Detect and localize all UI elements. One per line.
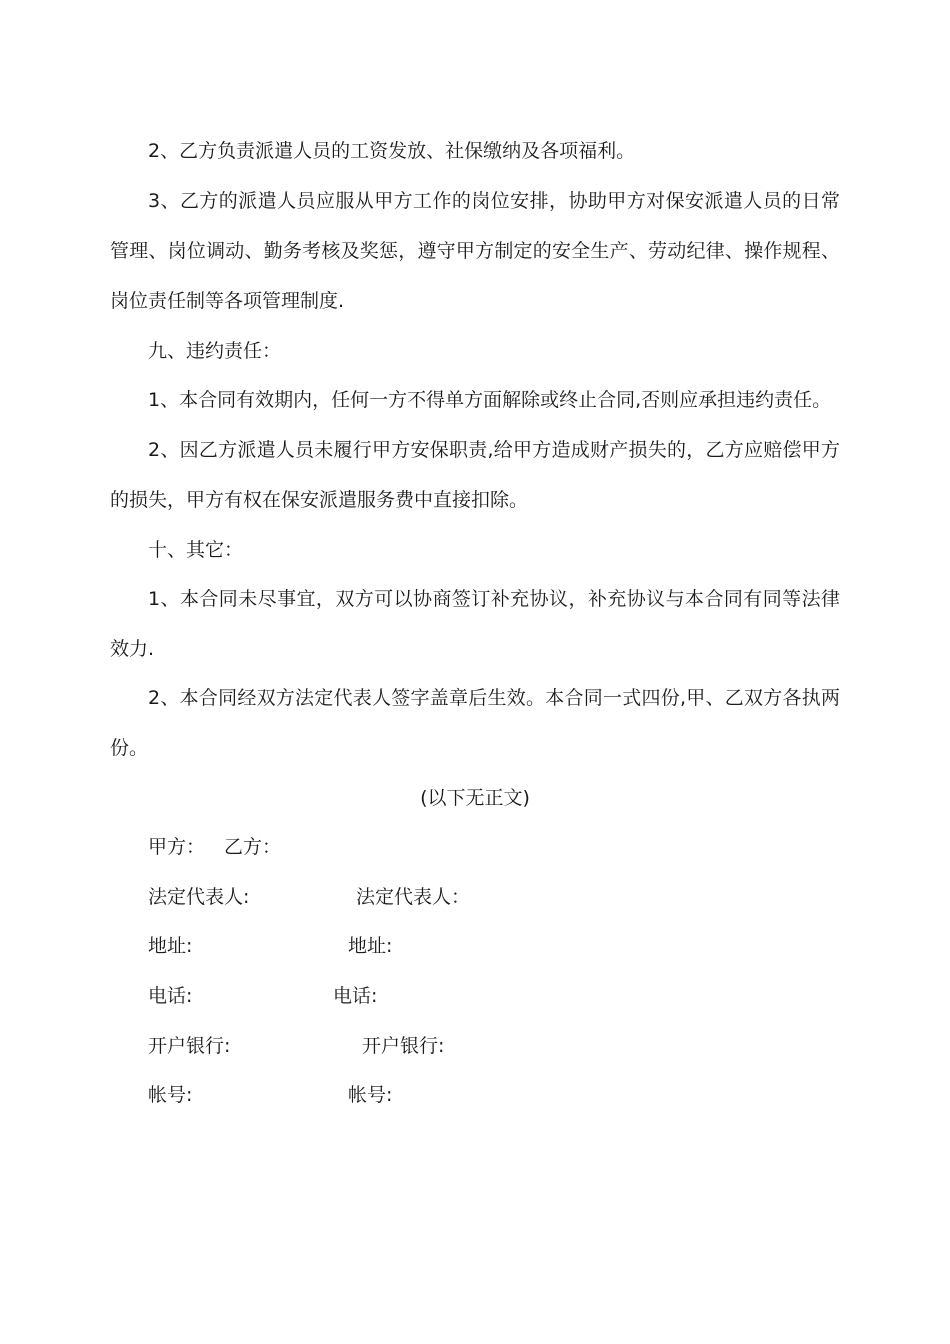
clause-10-1: 1、本合同未尽事宜，双方可以协商签订补充协议，补充协议与本合同有同等法律效力. — [110, 588, 840, 660]
bank-b-label: 开户银行: — [362, 1035, 445, 1057]
party-b-label: 乙方： — [224, 836, 282, 858]
clause-8-2: 2、乙方负责派遣人员的工资发放、社保缴纳及各项福利。 — [148, 140, 636, 162]
clause-8-3: 3、乙方的派遣人员应服从甲方工作的岗位安排，协助甲方对保安派遣人员的日常管理、岗位调动、勤务考核及奖惩，遵守甲方制定的安全生产、劳动纪律、操作规程、岗位责任制等各项管理制度. — [110, 190, 840, 312]
section-heading-breach: 九、违约责任： — [148, 340, 282, 362]
address-b-label: 地址: — [348, 935, 393, 957]
phone-a-label: 电话: — [148, 985, 193, 1007]
section-heading-other: 十、其它： — [148, 539, 244, 561]
rep-a-label: 法定代表人: — [148, 886, 250, 908]
clause-10-2: 2、本合同经双方法定代表人签字盖章后生效。本合同一式四份,甲、乙双方各执两份。 — [110, 687, 840, 759]
clause-9-2: 2、因乙方派遣人员未履行甲方安保职责,给甲方造成财产损失的，乙方应赔偿甲方的损失，甲方有权在保安派遣服务费中直接扣除。 — [110, 439, 840, 511]
clause-9-1: 1、本合同有效期内，任何一方不得单方面解除或终止合同,否则应承担违约责任。 — [148, 389, 832, 411]
account-b-label: 帐号: — [348, 1084, 393, 1106]
party-a-label: 甲方： — [148, 836, 206, 858]
rep-b-label: 法定代表人： — [356, 886, 471, 908]
account-a-label: 帐号: — [148, 1084, 193, 1106]
bank-a-label: 开户银行: — [148, 1035, 231, 1057]
phone-b-label: 电话: — [333, 985, 378, 1007]
end-note: (以下无正文) — [420, 787, 530, 809]
address-a-label: 地址: — [148, 935, 193, 957]
